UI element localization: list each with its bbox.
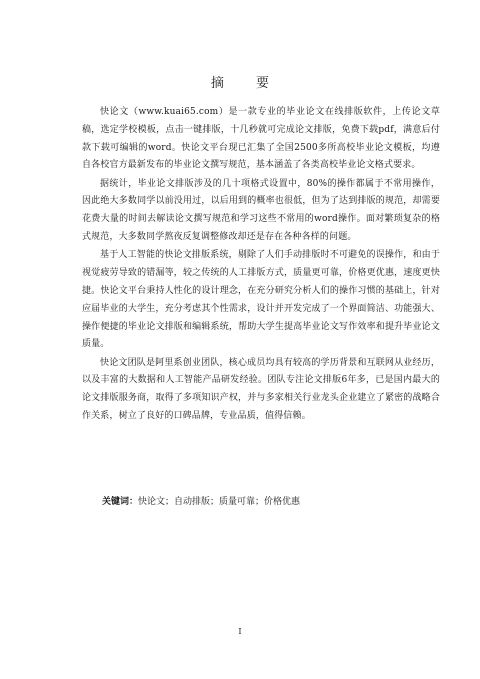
paragraph: 快论文（www.kuai65.com）是一款专业的毕业论文在线排版软件，上传论文草稿，选定学校模板，点击一键排版，十几秒就可完成论文排版，免费下载pdf，满意后付款下载可编辑的word。快论文平台现已汇集了全国2500多所高校毕业论文模板，均遵自各校官方最新发布的毕业论文撰写规范，基本涵盖了各类高校毕业论文格式要求。 <box>82 107 440 171</box>
abstract-body <box>82 104 440 426</box>
paragraph: 基于人工智能的快论文排版系统，剔除了人们手动排版时不可避免的误操作，和由于视觉疲劳导致的错漏等，较之传统的人工排版方式，质量更可靠，价格更优惠，速度更快捷。快论文平台秉持人性化的设计理念，在充分研究分析人们的操作习惯的基础上，针对应届毕业的大学生，充分考虑其个性需求，设计并开发完成了一个界面简洁、功能强大、操作便捷的毕业论文排版和编辑系统，帮助大学生提高毕业论文写作效率和提升毕业论文质量。 <box>82 250 440 350</box>
page-number: I <box>238 627 242 636</box>
paragraph: 据统计，毕业论文排版涉及的几十项格式设置中，80%的操作都属于不常用操作，因此绝大多数同学以前没用过，以后用到的概率也很低，但为了达到排版的规范，却需要花费大量的时间去解读论文撰写规范和学习这些不常用的word操作。面对繁琐复杂的格式规范，大多数同学熬夜反复调整修改却还是存在各种各样的问题。 <box>82 178 440 243</box>
paragraph: 快论文团队是阿里系创业团队，核心成员均具有较高的学历背景和互联网从业经历，以及丰富的大数据和人工智能产品研发经验。团队专注论文排版6年多，已是国内最大的论文排版服务商，取得了多项知识产权，并与多家相关行业龙头企业建立了紧密的战略合作关系，树立了良好的口碑品牌，专业品质，值得信赖。 <box>82 357 440 422</box>
keywords-label: 关键词： <box>102 497 139 507</box>
keywords-value: 快论文；自动排版；质量可靠；价格优惠 <box>138 497 301 507</box>
keywords-line <box>102 495 442 509</box>
abstract-title: 摘 要 <box>210 76 284 91</box>
